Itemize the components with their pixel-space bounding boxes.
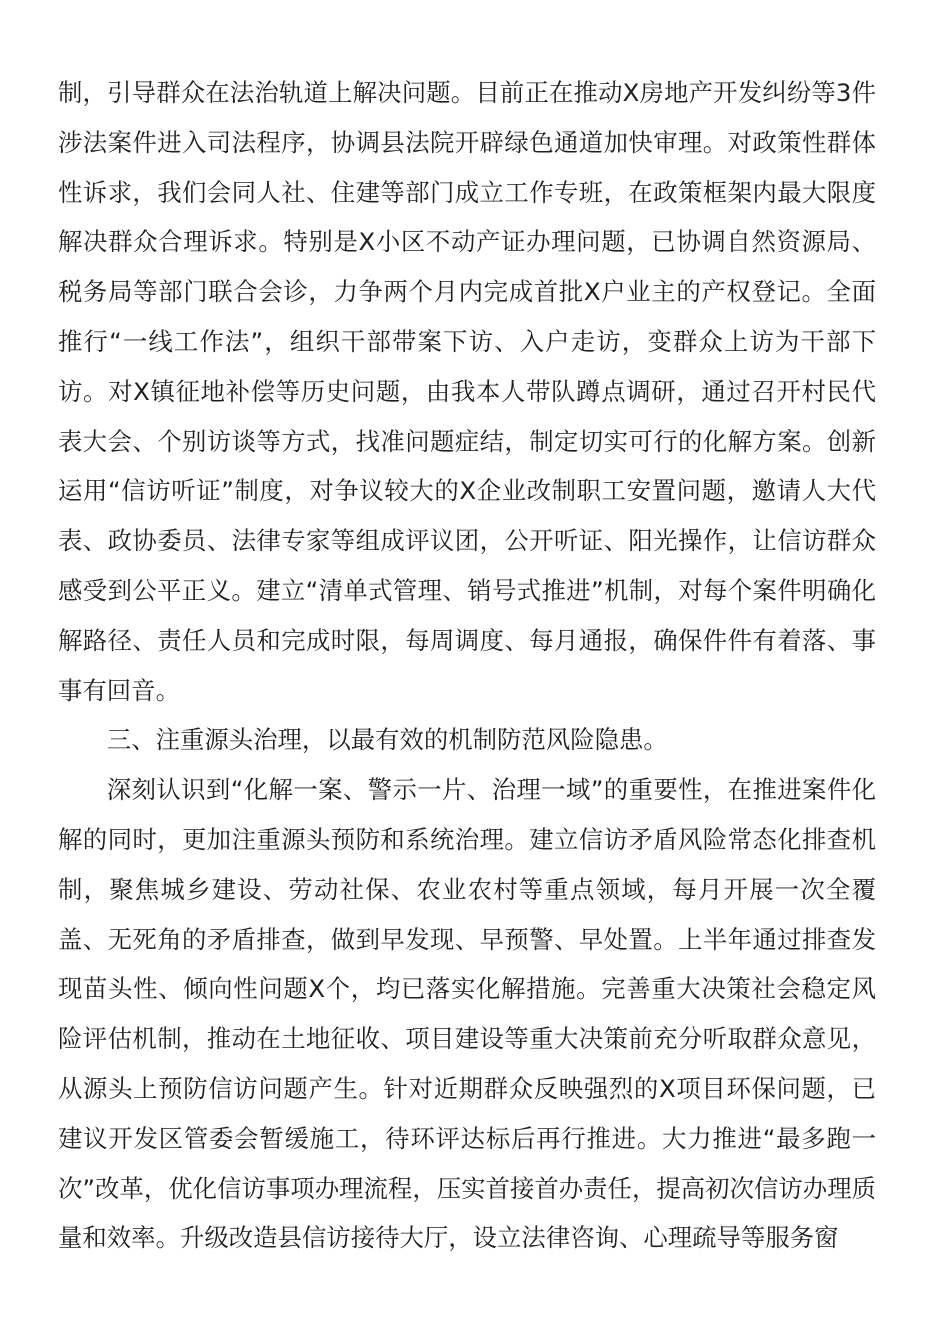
paragraph-source-governance: 深刻认识到“化解一案、警示一片、治理一域”的重要性，在推进案件化解的同时，更加注重源头预防和系统治理。建立信访矛盾风险常态化排查机制，聚焦城乡建设、劳动社保、农业农村等重点领域，每月开展一次全覆盖、无死角的矛盾排查，做到早发现、早预警、早处置。上半年通过排查发现苗头性、倾向性问题X个，均已落实化解措施。完善重大决策社会稳定风险评估机制，推动在土地征收、项目建设等重大决策前充分听取群众意见，从源头上预防信访问题产生。针对近期群众反映强烈的X项目环保问题，已建议开发区管委会暂缓施工，待环评达标后再行推进。大力推进“最多跑一次”改革，优化信访事项办理流程，压实首接首办责任，提高初次信访办理质量和效率。升级改造县信访接待大厅，设立法律咨询、心理疏导等服务窗 [58, 775, 876, 1253]
paragraph-continued: 制，引导群众在法治轨道上解决问题。目前正在推动X房地产开发纠纷等3件涉法案件进入司法程序，协调县法院开辟绿色通道加快审理。对政策性群体性诉求，我们会同人社、住建等部门成立工作专班，在政策框架内最大限度解决群众合理诉求。特别是X小区不动产证办理问题，已协调自然资源局、税务局等部门联合会诊，力争两个月内完成首批X户业主的产权登记。全面推行“一线工作法”，组织干部带案下访、入户走访，变群众上访为干部下访。对X镇征地补偿等历史问题，由我本人带队蹲点调研，通过召开村民代表大会、个别访谈等方式，找准问题症结，制定切实可行的化解方案。创新运用“信访听证”制度，对争议较大的X企业改制职工安置问题，邀请人大代表、政协委员、法律专家等组成评议团，公开听证、阳光操作，让信访群众感受到公平正义。建立“清单式管理、销号式推进”机制，对每个案件明确化解路径、责任人员和完成时限，每周调度、每月通报，确保件件有着落、事事有回音。 [58, 78, 876, 705]
section-heading: 三、注重源头治理，以最有效的机制防范风险隐患。 [106, 725, 668, 755]
document-page [58, 68, 876, 1263]
